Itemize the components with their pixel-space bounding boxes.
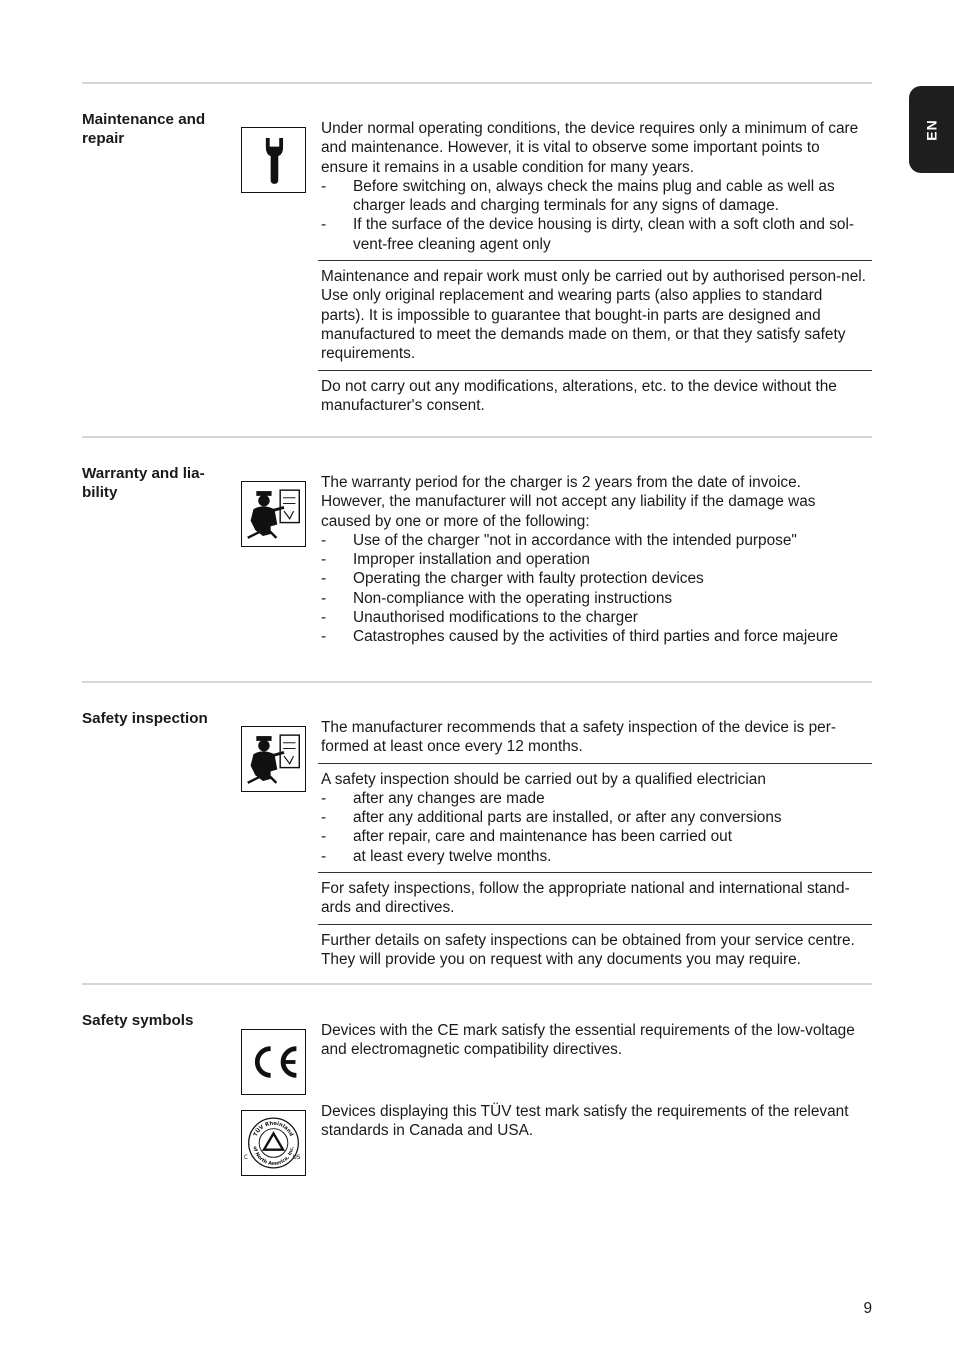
paragraph: Devices with the CE mark satisfy the essential requirements of the low-voltage and electromagnetic compatibility directives.	[321, 1022, 855, 1059]
paragraph: The warranty period for the charger is 2 years from the date of invoice. However, the manufacturer will not accept any liability if the damage was caused by one or more of the following:	[321, 474, 816, 530]
text-block	[318, 370, 872, 416]
list-item: - after any changes are made	[321, 789, 545, 807]
list-item: - If the surface of the device housing is dirty, clean with a soft cloth and sol-vent-free cleaning agent only	[321, 216, 855, 253]
text-block	[318, 473, 872, 647]
paragraph: Devices displaying this TÜV test mark satisfy the requirements of the relevant standards in Canada and USA.	[321, 1103, 849, 1140]
paragraph: The manufacturer recommends that a safety inspection of the device is per-formed at least once every 12 months.	[321, 719, 836, 756]
tuv-ring-top-text: TÜV Rheinland	[252, 1120, 295, 1138]
section-divider	[82, 82, 872, 84]
technician-icon	[241, 481, 306, 547]
list-item: - Operating the charger with faulty protection devices	[321, 570, 704, 588]
paragraph: Do not carry out any modifications, alterations, etc. to the device without the manufacturer's consent.	[321, 377, 837, 414]
list-item: - Non-compliance with the operating instructions	[321, 589, 673, 607]
list-item: - Unauthorised modifications to the charger	[321, 609, 638, 627]
tuv-mark-description	[318, 1102, 872, 1141]
text-block	[318, 1102, 872, 1141]
paragraph: Under normal operating conditions, the device requires only a minimum of care and maintenance. However, it is vital to observe some important points to ensure it remains in a usable condition for many years.	[321, 120, 859, 176]
section-divider	[82, 983, 872, 985]
list-item: - Use of the charger "not in accordance with the intended purpose"	[321, 531, 797, 549]
paragraph: A safety inspection should be carried out by a qualified electrician	[321, 770, 766, 788]
text-block	[318, 119, 872, 254]
section-heading-warranty: Warranty and lia-bility	[82, 465, 205, 501]
language-tab[interactable]	[909, 86, 954, 173]
list-item: - Before switching on, always check the mains plug and cable as well as charger leads and charging terminals for any signs of damage.	[321, 177, 835, 215]
list-item: - at least every twelve months.	[321, 847, 552, 865]
paragraph: Maintenance and repair work must only be carried out by authorised person-nel. Use only original replacement and wearing parts (also applies to standard parts). It is impossible to guarantee that bought-in parts are designed and manufactured to meet the demands made on them, or that they satisfy safety requirements.	[321, 268, 866, 363]
ce-mark-icon	[241, 1029, 306, 1095]
section-divider	[82, 681, 872, 683]
list-item: - after repair, care and maintenance has been carried out	[321, 828, 733, 846]
list-item: - Improper installation and operation	[321, 551, 590, 569]
list-item: - after any additional parts are installed, or after any conversions	[321, 809, 782, 827]
tuv-ring-bottom-text: of North America, Inc.	[251, 1145, 296, 1168]
text-block	[318, 763, 872, 866]
section-body-maintenance	[318, 119, 872, 415]
text-block	[318, 1021, 872, 1060]
tuv-mark-icon	[241, 1110, 306, 1176]
paragraph: Further details on safety inspections can be obtained from your service centre. They will provide you on request with any documents you may require.	[321, 931, 855, 968]
section-heading-inspection: Safety inspection	[82, 710, 208, 727]
section-divider	[82, 436, 872, 438]
tuv-right-text: US	[292, 1155, 301, 1162]
text-block	[318, 718, 872, 757]
text-block	[318, 924, 872, 970]
list-item: - Catastrophes caused by the activities of third parties and force majeure	[321, 628, 839, 646]
text-block	[318, 260, 872, 363]
section-heading-maintenance: Maintenance and repair	[82, 111, 206, 147]
language-tab-label: EN	[922, 118, 939, 141]
section-body-inspection	[318, 718, 872, 969]
page-number: 9	[863, 1300, 872, 1317]
section-body-warranty	[318, 473, 872, 647]
section-heading-symbols: Safety symbols	[82, 1012, 194, 1029]
tuv-left-text: C	[243, 1155, 248, 1162]
text-block	[318, 872, 872, 918]
technician-icon	[241, 726, 306, 792]
paragraph: For safety inspections, follow the appropriate national and international stand-ards and directives.	[321, 880, 850, 917]
ce-mark-description	[318, 1021, 872, 1060]
wrench-icon	[241, 127, 306, 193]
